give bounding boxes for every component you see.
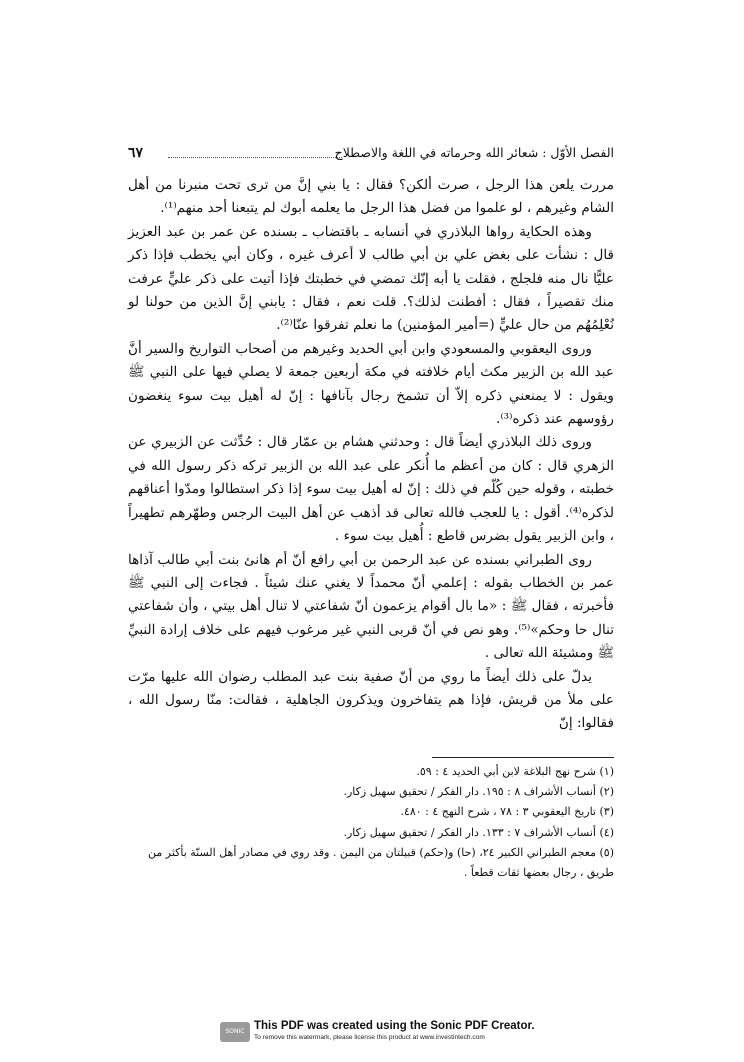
footnote-1: (١) شرح نهج البلاغة لابن أبي الحديد ٤ : ٥٩. [416,765,614,778]
footnote-3: (٣) تاريخ اليعقوبي ٣ : ٧٨ ، شرح النهج ٤ : ٤٨٠. [400,805,614,819]
footnote-2: (٢) أنساب الأشراف ٨ : ١٩٥. دار الفكر / تحقيق سهيل زكار. [343,785,614,799]
running-header [128,143,614,163]
footnote-5: (٥) معجم الطبراني الكبير ٢٤، (حا) و(حكم) قبيلتان من اليمن . وقد روي في مصادر أهل السنّة بأكثر من طريق ، رجال بعضها ثقات قطعاً . [147,845,614,880]
footnote-4: (٤) أنساب الأشراف ٧ : ١٣٣. دار الفكر / تحقيق سهيل زكار. [343,825,614,839]
watermark [220,1020,540,1055]
footnotes [128,762,614,883]
footnote-separator [432,757,614,758]
sonic-pdf-logo-icon: SONIC PDF [220,1022,250,1042]
paragraph-4: وروى ذلك البلاذري أيضاً قال : وحدثني هشام بن عمّار قال : حُدِّثت عن الزبيري عن الزهري قال : كان من أعظم ما أُنكر على عبد الله بن الزبير تركه ذكر رسول الله في خطبته ، وقوله حين كُلّم في ذلك : إنّ له أهيل بيت سوء إذا ذكر استطالوا ومدّوا أعناقهم لذكره⁽⁴⁾. أقول : يا للعجب فالله تعالى قد أذهب عن أهل البيت الرجس وطهّرهم تطهيراً ، وابن الزبير يقول بضرس قاطع : أُهيل بيت سوء . [128,434,614,545]
paragraph-1: مررت يلعن هذا الرجل ، صرت ألكن؟ فقال : يا بني إنَّ من ترى تحت منبرنا من أهل الشام وغيرهم ، لو علموا من فضل هذا الرجل ما يعلمه أبوك لم يتبعنا أحد منهم⁽¹⁾. [128,177,614,217]
paragraph-3: وروى اليعقوبي والمسعودي وابن أبي الحديد وغيرهم من أصحاب التواريخ والسير أنَّ عبد الله بن الزبير مكث أيام خلافته في مكة أربعين جمعة لا يصلي فيها على النبي ﷺ ويقول : لا يمنعني ذكره إلاّ أن تشمخ رجال بآنافها : إنّ له أهيل بيت سوء ينغضون رؤوسهم عند ذكره⁽³⁾. [128,340,614,428]
main-text [128,174,614,736]
paragraph-2: وهذه الحكاية رواها البلاذري في أنسابه ـ باقتضاب ـ بسنده عن عمر بن عبد العزيز قال : نشأت على بغض علي بن أبي طالب لا أعرف غيره ، وكان أبي يخطب فإذا ذكر عليًّا نال منه فلجلج ، فقلت يا أبه إنّك تمضي في خطبتك فإذا أتيت على ذكر عليٍّ عرفت منك تقصيراً ، فقال : أفطنت لذلك؟. قلت نعم ، فقال : يابني إنَّ الذين من حولنا لو نُعْلِمُهُم من حال عليٍّ (=أمير المؤمنين) ما نعلم تفرقوا عنّا⁽²⁾. [128,223,614,334]
watermark-line-2: To remove this watermark, please license this product at www.investintech.com [254,1034,485,1041]
paragraph-6: يدلّ على ذلك أيضاً ما روي من أنّ صفية بنت عبد المطلب رضوان الله عليها مرّت على ملأ من قريش، فإذا هم يتفاخرون ويذكرون الجاهلية ، فقالت: منّا رسول الله ، فقالوا: إنّ [128,668,614,732]
watermark-line-1: This PDF was created using the Sonic PDF Creator. [254,1020,535,1032]
chapter-title: الفصل الأوّل : شعائر الله وحرماته في اللغة والاصطلاح [334,145,614,160]
header-leader-dots [168,143,342,158]
page-number: ٦٧ [128,145,144,161]
paragraph-5: روى الطبراني بسنده عن عبد الرحمن بن أبي رافع أنّ أم هانئ بنت أبي طالب آذاها عمر بن الخطاب بقوله : إعلمي أنّ محمداً لا يغني عنك شيئاً . فجاءت إلى النبي ﷺ فأخبرته ، فقال ﷺ : «ما بال أقوام يزعمون أنّ شفاعتي لا تنال أهل بيتي ، وأن شفاعتي تنال حا وحكم»⁽⁵⁾. وهو نص في أنّ قربى النبي غير مرغوب فيهم على خلاف إرادة النبيِّ ﷺ ومشيئة الله تعالى . [128,551,614,662]
